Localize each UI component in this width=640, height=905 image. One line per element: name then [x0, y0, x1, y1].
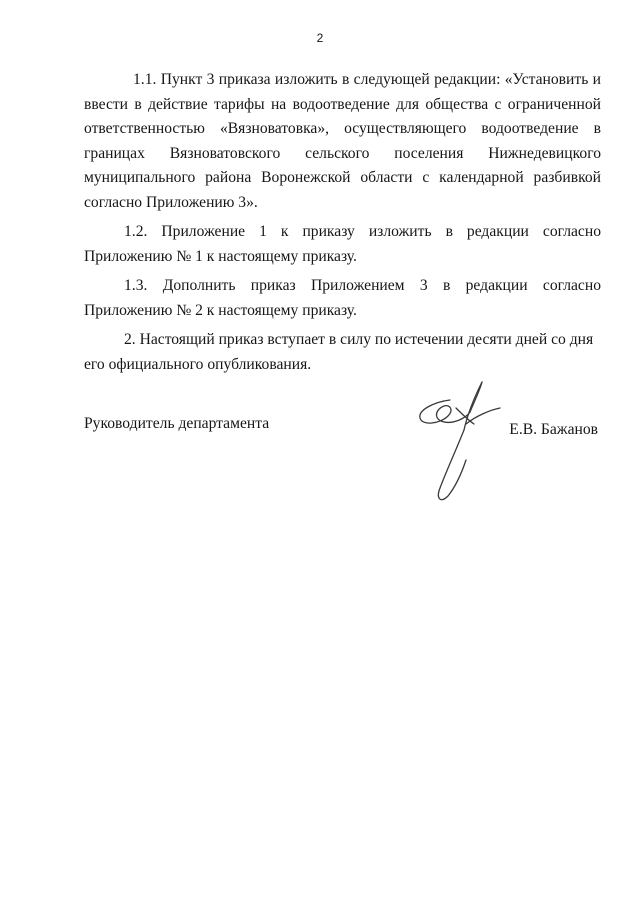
- handwritten-signature: [404, 380, 514, 512]
- paragraph-1-1: 1.1. Пункт 3 приказа изложить в следующей редакции: «Установить и ввести в действие тарифы на водоотведение для общества с ограниченной ответственностью «Вязноватовка», осуществляющего водоотведение в границах Вязноватовского сельского поселения Нижнедевицкого муниципального района Воронежской области с календарной разбивкой согласно Приложению 3».: [84, 71, 601, 211]
- paragraph-2: 2. Настоящий приказ вступает в силу по истечении десяти дней со дня его официального опубликования.: [84, 331, 594, 373]
- signer-name: Е.В. Бажанов: [509, 421, 598, 438]
- paragraph-1-2: 1.2. Приложение 1 к приказу изложить в редакции согласно Приложению № 1 к настоящему приказу.: [84, 223, 601, 265]
- paragraph-1-3: 1.3. Дополнить приказ Приложением 3 в редакции согласно Приложению № 2 к настоящему приказу.: [84, 277, 601, 319]
- signer-position: Руководитель департамента: [84, 415, 270, 432]
- page-number: 2: [316, 31, 324, 45]
- signature-block: [84, 412, 601, 522]
- document-body: [84, 68, 601, 382]
